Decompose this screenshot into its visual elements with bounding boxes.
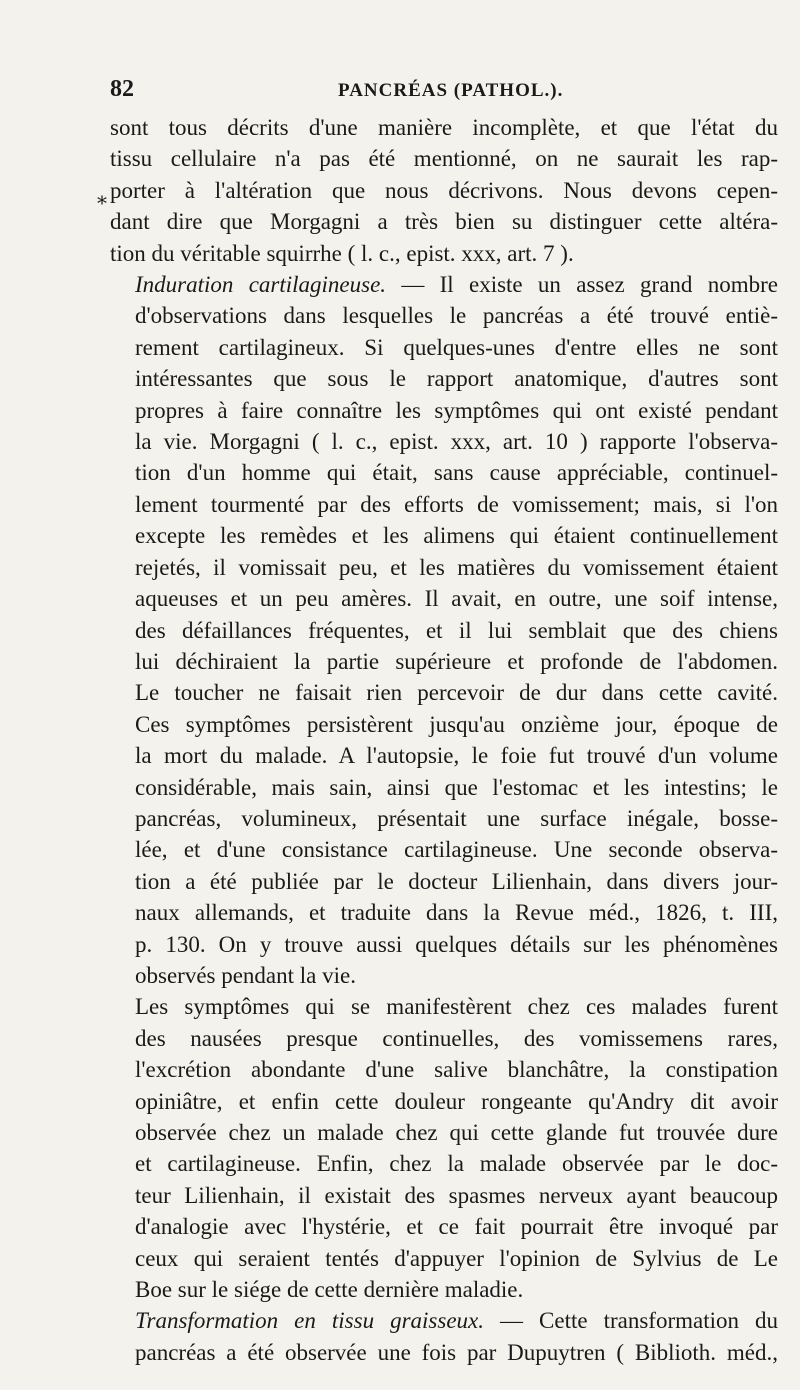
text-line: p. 130. On y trouve aussi quelques détails sur les phénomènes xyxy=(135,931,778,957)
text-line xyxy=(110,1305,778,1336)
text-line: ceux qui seraient tentés d'appuyer l'opinion de Sylvius de Le xyxy=(135,1245,778,1271)
text-line: tion du véritable squirrhe ( l. c., epist. xxx, art. 7 ). xyxy=(110,240,574,266)
text-line: Boe sur le siége de cette dernière maladie. xyxy=(135,1277,524,1303)
text-line: tissu cellulaire n'a pas été mentionné, on ne saurait les rap- xyxy=(110,146,778,172)
text-line: considérable, mais sain, ainsi que l'estomac et les intestins; le xyxy=(135,774,778,800)
text-line: pancréas a été observée une fois par Dupuytren ( Biblioth. méd., xyxy=(135,1339,778,1365)
text-line: et cartilagineuse. Enfin, chez la malade observée par le doc- xyxy=(135,1151,778,1177)
text-line: d'observations dans lesquelles le pancréas a été trouvé entiè- xyxy=(135,303,778,329)
text-line: sont tous décrits d'une manière incomplète, et que l'état du xyxy=(110,115,778,140)
paragraph xyxy=(110,991,778,1305)
text-line: rejetés, il vomissait peu, et les matières du vomissement étaient xyxy=(135,554,778,580)
text-line: intéressantes que sous le rapport anatomique, d'autres sont xyxy=(135,366,778,392)
text-line: lui déchiraient la partie supérieure et profonde de l'abdomen. xyxy=(135,648,778,674)
text-line: porter à l'altération que nous décrivons. Nous devons cepen- xyxy=(110,177,778,203)
section-heading: Transformation en tissu graisseux. xyxy=(135,1308,484,1334)
text-line: naux allemands, et traduite dans la Revue méd., 1826, t. III, xyxy=(135,900,778,926)
text-line: l'excrétion abondante d'une salive blanchâtre, la constipation xyxy=(135,1057,778,1083)
text-line: excepte les remèdes et les alimens qui étaient continuellement xyxy=(135,523,778,549)
text-line: la vie. Morgagni ( l. c., epist. xxx, art. 10 ) rapporte l'observa- xyxy=(135,429,778,455)
paragraph xyxy=(110,1305,778,1368)
running-head xyxy=(110,76,778,110)
text-line: Les symptômes qui se manifestèrent chez ces malades furent xyxy=(135,994,778,1020)
text-line: tion a été publiée par le docteur Lilienhain, dans divers jour- xyxy=(135,868,778,894)
page-number: 82 xyxy=(110,76,134,102)
text-line: pancréas, volumineux, présentait une surface inégale, bosse- xyxy=(135,805,778,831)
text-line: lée, et d'une consistance cartilagineuse. Une seconde observa- xyxy=(135,837,778,863)
text-line: propres à faire connaître les symptômes qui ont existé pendant xyxy=(135,397,778,423)
text-line: teur Lilienhain, il existait des spasmes nerveux ayant beaucoup xyxy=(135,1182,778,1208)
text-line: observée chez un malade chez qui cette glande fut trouvée dure xyxy=(135,1120,778,1145)
text-line: Le toucher ne faisait rien percevoir de dur dans cette cavité. xyxy=(135,680,778,706)
text-fragment: — Il existe un assez grand nombre xyxy=(386,272,778,298)
margin-asterisk-mark: ⁎ xyxy=(97,187,107,209)
text-line: la mort du malade. A l'autopsie, le foie fut trouvé d'un volume xyxy=(135,743,778,769)
text-line: lement tourmenté par des efforts de vomissement; mais, si l'on xyxy=(135,491,778,517)
text-line: des défaillances fréquentes, et il lui semblait que des chiens xyxy=(135,617,778,643)
text-line: observés pendant la vie. xyxy=(135,962,356,988)
text-line: tion d'un homme qui était, sans cause appréciable, continuel- xyxy=(135,460,778,486)
text-fragment: — Cette transformation du xyxy=(484,1308,778,1334)
text-line: dant dire que Morgagni a très bien su distinguer cette altéra- xyxy=(110,209,778,235)
running-title: PANCRÉAS (PATHOL.). xyxy=(338,80,564,101)
text-line: aqueuses et un peu amères. Il avait, en outre, une soif intense, xyxy=(135,586,778,612)
section-heading: Induration cartilagineuse. xyxy=(135,272,387,298)
text-line: Ces symptômes persistèrent jusqu'au onzième jour, époque de xyxy=(135,711,778,737)
body-text xyxy=(110,112,778,1368)
paragraph xyxy=(110,112,778,269)
text-line xyxy=(110,269,778,300)
text-line: d'analogie avec l'hystérie, et ce fait pourrait être invoqué par xyxy=(135,1214,778,1240)
text-line: opiniâtre, et enfin cette douleur rongeante qu'Andry dit avoir xyxy=(135,1088,778,1114)
text-line: des nausées presque continuelles, des vomissemens rares, xyxy=(135,1025,778,1051)
paragraph xyxy=(110,269,778,991)
text-line: rement cartilagineux. Si quelques-unes d'entre elles ne sont xyxy=(135,334,778,360)
